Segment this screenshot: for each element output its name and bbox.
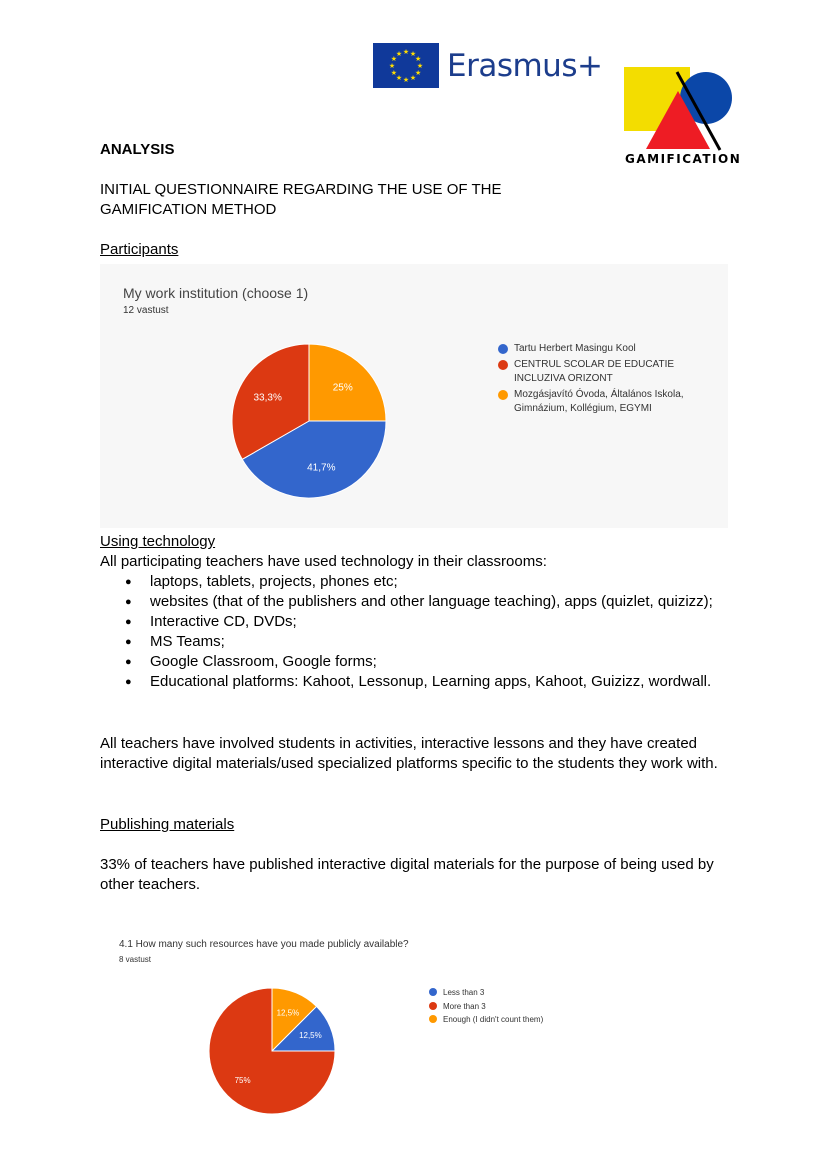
pie-data-label: 75% bbox=[234, 1076, 251, 1086]
pie-data-label: 12,5% bbox=[299, 1030, 322, 1040]
legend-label: Enough (I didn't count them) bbox=[443, 1015, 544, 1024]
legend-label: Tartu Herbert Masingu Kool bbox=[514, 343, 636, 354]
legend-label: More than 3 bbox=[443, 1001, 486, 1011]
technology-list bbox=[100, 572, 740, 692]
resources-chart bbox=[100, 930, 728, 1120]
pie-data-label: 41,7% bbox=[307, 462, 336, 474]
chart2-legend bbox=[429, 986, 629, 1027]
eu-star-icon: ★ bbox=[414, 70, 422, 77]
participants-heading: Participants bbox=[100, 241, 179, 258]
questionnaire-title: INITIAL QUESTIONNAIRE REGARDING THE USE OF THE GAMIFICATION METHOD bbox=[100, 181, 502, 218]
legend-swatch bbox=[429, 1015, 437, 1023]
legend-label: Mozgásjavító Óvoda, Általános Iskola, Gimnázium, Kollégium, EGYMI bbox=[514, 389, 684, 414]
eu-star-icon: ★ bbox=[409, 50, 417, 58]
pie-data-label: 12,5% bbox=[276, 1008, 300, 1018]
pie-data-label: 25% bbox=[332, 382, 353, 394]
legend-item bbox=[498, 342, 713, 356]
publishing-paragraph: 33% of teachers have published interactive digital materials for the purpose of being used by other teachers. bbox=[100, 856, 714, 893]
using-technology-heading: Using technology bbox=[100, 533, 216, 550]
list-item: ● Educational platforms: Kahoot, Lessonup, Learning apps, Kahoot, Guizizz, wordwall. bbox=[100, 672, 740, 692]
erasmus-text: Erasmus+ bbox=[447, 48, 603, 84]
eu-star-icon: ★ bbox=[395, 50, 403, 58]
eu-star-icon: ★ bbox=[402, 77, 410, 84]
legend-item bbox=[498, 388, 713, 416]
using-technology-intro: All participating teachers have used technology in their classrooms: bbox=[100, 553, 547, 570]
chart2-subtitle: 8 vastust bbox=[119, 955, 152, 964]
pie-data-label: 33,3% bbox=[253, 392, 282, 404]
legend-item bbox=[498, 358, 713, 386]
eu-star-icon: ★ bbox=[390, 70, 398, 77]
legend-swatch bbox=[498, 390, 508, 400]
legend-swatch bbox=[429, 1002, 437, 1010]
eu-star-icon: ★ bbox=[402, 49, 410, 56]
legend-item bbox=[429, 986, 629, 1000]
eu-star-icon: ★ bbox=[390, 56, 398, 63]
list-item: ● laptops, tablets, projects, phones etc; bbox=[100, 572, 740, 592]
publishing-materials-heading: Publishing materials bbox=[100, 816, 235, 833]
legend-item bbox=[429, 1000, 629, 1014]
gamification-text: GAMIFICATION bbox=[625, 152, 742, 166]
analysis-heading: ANALYSIS bbox=[100, 141, 175, 158]
eu-star-icon: ★ bbox=[409, 75, 417, 83]
list-item: ● Google Classroom, Google forms; bbox=[100, 652, 740, 672]
chart2-pie bbox=[100, 930, 728, 1120]
legend-swatch bbox=[498, 344, 508, 354]
chart1-legend bbox=[498, 342, 713, 418]
list-item: ● Interactive CD, DVDs; bbox=[100, 612, 740, 632]
eu-star-icon: ★ bbox=[414, 56, 422, 63]
legend-item bbox=[429, 1013, 629, 1027]
chart1-subtitle: 12 vastust bbox=[123, 305, 169, 316]
legend-label: CENTRUL SCOLAR DE EDUCATIE INCLUZIVA ORIZONT bbox=[514, 359, 675, 384]
eu-star-icon: ★ bbox=[395, 75, 403, 83]
teachers-paragraph: All teachers have involved students in activities, interactive lessons and they have created interactive digital materials/used specialized platforms specific to the students they work with. bbox=[100, 735, 718, 772]
list-item: ● MS Teams; bbox=[100, 632, 740, 652]
eu-star-icon: ★ bbox=[388, 63, 396, 70]
legend-label: Less than 3 bbox=[443, 988, 485, 997]
institution-chart bbox=[100, 264, 728, 528]
eu-star-icon: ★ bbox=[416, 63, 424, 70]
list-item: ● websites (that of the publishers and other language teaching), apps (quizlet, quizizz); bbox=[100, 592, 740, 612]
chart2-title: 4.1 How many such resources have you made publicly available? bbox=[119, 939, 409, 950]
legend-swatch bbox=[429, 988, 437, 996]
legend-swatch bbox=[498, 360, 508, 370]
erasmus-logo bbox=[372, 42, 603, 90]
gamification-logo bbox=[622, 66, 742, 168]
chart1-title: My work institution (choose 1) bbox=[123, 285, 309, 301]
